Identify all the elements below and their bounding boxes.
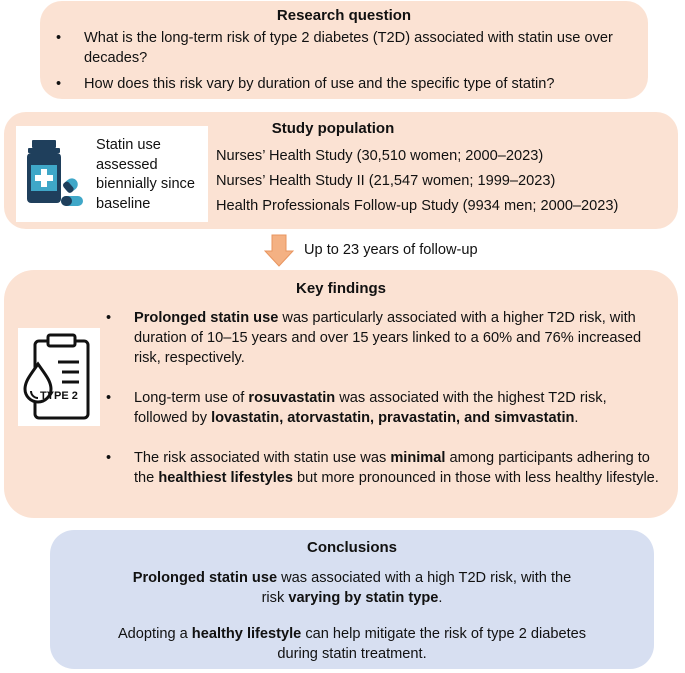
- finding-emphasis: lovastatin, atorvastatin, pravastatin, and simvastatin: [211, 410, 575, 426]
- diabetes-clipboard-icon: [18, 328, 100, 426]
- study-list: [216, 144, 618, 219]
- finding-emphasis: healthiest lifestyles: [158, 470, 293, 486]
- diabetes-icon-card: [18, 328, 100, 426]
- finding-emphasis: rosuvastatin: [248, 390, 336, 406]
- conclusions-panel: [50, 530, 654, 669]
- statin-assessment-text: Statin use assessed biennially since baseline: [96, 137, 195, 212]
- finding-item: [90, 388, 664, 428]
- study-population-title: Study population: [271, 120, 395, 137]
- conclusions-title: Conclusions: [306, 539, 397, 556]
- study-item: Nurses’ Health Study (30,510 women; 2000–2023): [216, 148, 544, 164]
- finding-text: was associated with the highest T2D risk, followed by: [134, 390, 607, 426]
- study-item: Health Professionals Follow-up Study (9934 men; 2000–2023): [216, 198, 619, 214]
- type-2-label: TYPE 2: [40, 390, 78, 402]
- research-question-item: • How does this risk vary by duration of use and the specific type of statin?: [40, 74, 630, 94]
- finding-text: was particularly associated with a higher T2D risk, with duration of 10–15 years and over 15 years linked to a 60% and 76% increased risk, respectively.: [134, 310, 642, 366]
- statin-icon-card: [16, 126, 208, 222]
- finding-text: The risk associated with statin use was: [134, 450, 391, 466]
- conclusion-emphasis: Prolonged statin use: [132, 570, 278, 586]
- finding-emphasis: minimal: [390, 450, 446, 466]
- follow-up-label: Up to 23 years of follow-up: [304, 242, 478, 258]
- down-arrow-icon: [264, 234, 294, 268]
- study-population-panel: [4, 112, 678, 229]
- conclusion-span: Adopting a: [117, 626, 192, 642]
- conclusion-span: was associated with a high T2D risk, with the risk: [261, 570, 572, 606]
- key-findings-panel: [4, 270, 678, 518]
- finding-emphasis: Prolonged statin use: [134, 310, 279, 326]
- research-question-title: Research question: [276, 7, 412, 24]
- finding-text: .: [574, 410, 579, 426]
- research-question-item: • What is the long-term risk of type 2 diabetes (T2D) associated with statin use over decades?: [40, 28, 630, 68]
- finding-item: [90, 448, 664, 488]
- finding-text: among participants adhering to the: [134, 450, 650, 486]
- finding-text: but more pronounced in those with less healthy lifestyle.: [293, 470, 659, 486]
- conclusion-span: .: [438, 590, 443, 606]
- conclusion-emphasis: varying by statin type: [288, 590, 439, 606]
- study-item: Nurses’ Health Study II (21,547 women; 1999–2023): [216, 173, 556, 189]
- conclusion-text: [117, 624, 587, 664]
- pill-bottle-icon: [22, 138, 86, 208]
- conclusion-span: can help mitigate the risk of type 2 diabetes during statin treatment.: [277, 626, 587, 662]
- finding-text: Long-term use of: [134, 390, 249, 406]
- finding-item: [90, 308, 664, 368]
- conclusion-emphasis: healthy lifestyle: [191, 626, 302, 642]
- conclusion-text: [132, 568, 572, 608]
- research-question-panel: [40, 1, 648, 99]
- key-findings-title: Key findings: [295, 280, 386, 297]
